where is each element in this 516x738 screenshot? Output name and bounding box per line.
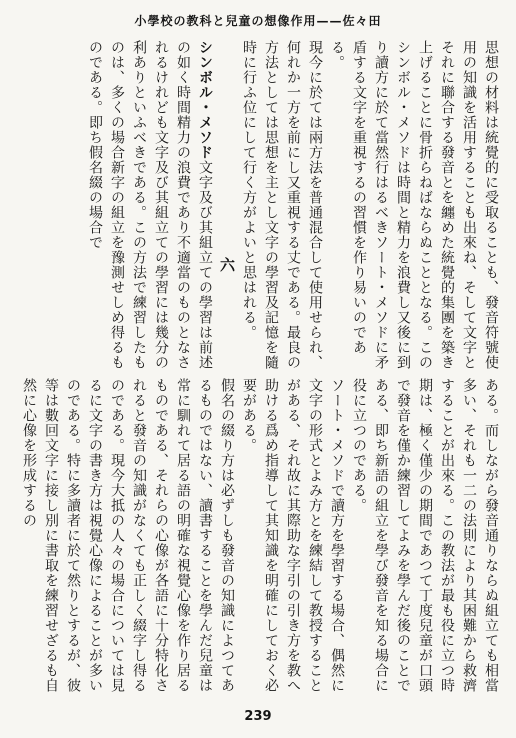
paragraph: 假名の綴り方は必ずしも發音の知識によつてあるものではない、讀書することを學んだ兒童は常に馴れて居る語の明確な視覺心像を作り居るものである、それらの心像が各語に十分特化されると發音の知識がなくても正しく綴字し得るのである。現今大抵の人々の場合については見るに文字の書き方は視覺心像によることが多いのである。特に多讀者に於て然りとするが、彼等は數回文字に接し別に書取を練習せざるも自然に心像を形成するの <box>21 378 235 693</box>
section-number: 六 <box>218 257 236 273</box>
lower-text-block <box>16 378 502 700</box>
paragraph: 思想の材料は統覺的に受取ることも、發音符號使用の知識を活用することも出來ね、そして文字とそれに聯合する發音とを纏めた統覺的集團を築き上げることに骨折らねばならぬこととなる。このシンボル・メソドは時間と精力を浪費し又後に到り讀方に於て當然行はるべきソート・メソドに矛盾する文字を重視するの習慣を作り易いのである。 <box>329 40 499 370</box>
page-number: 239 <box>244 709 272 724</box>
paragraph <box>84 40 216 370</box>
paragraph: ある。而しながら發音通りならぬ組立ても相當多い、それも一二の法則により其困難から救濟することが出來る。この教法が最も役に立つ時期は、極く僅少の期間であつて丁度兒童が口頭で發音を僅か練習してよみを學んだ後のことである、即ち新語の組立を學び發音を知る場合に役に立つのである。 <box>351 378 499 693</box>
paragraph-text: 文字及び其組立ての學習は前述の如く時間精力の浪費であり不適當のものとなされるけれども文字及び其組立ての學習には幾分の利ありといふべきである。この方法で練習したものは、多くの場合新字の組立を豫測せしめ得るものである。即ち假名綴の場合で <box>87 40 213 370</box>
running-header: 小學校の教科と兒童の想像作用——佐々田 <box>134 13 382 28</box>
paragraph: ソート・メソドで讀方を學習する場合、偶然に文字の形式とよみ方とを練結して教授することがある、それ故に其際助な字引の引き方を教へ助ける爲め指導して其知識を明確にしておく必要がある。 <box>241 378 345 693</box>
paragraph: 現今に於ては兩方法を普通混合して使用せられ、何れか一方を前にし又重視する丈である。最良の方法としては思想を主とし文字の學習及記憶を隨時に行ふ位にして行く方がよいと思はれる。 <box>241 40 323 370</box>
term-label: シンボル・メソド <box>197 40 213 160</box>
upper-text-block <box>16 40 502 370</box>
